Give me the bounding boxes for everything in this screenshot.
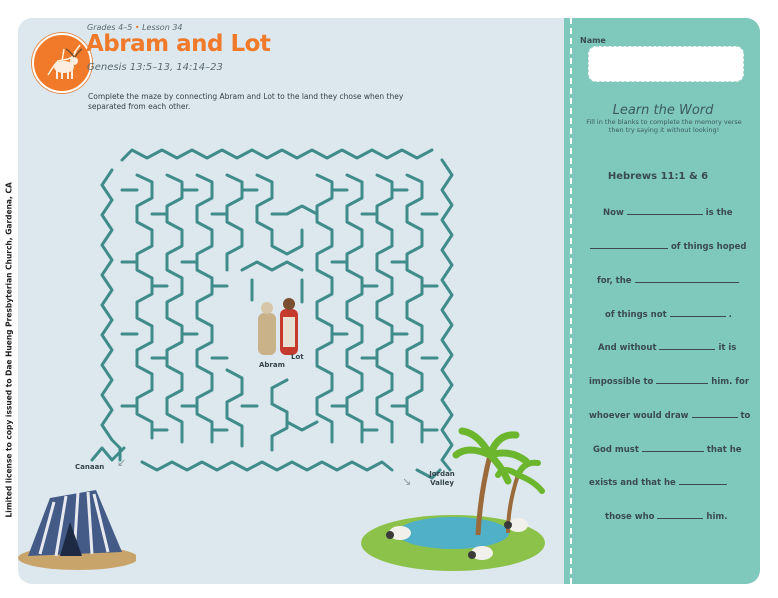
- verse-text: .: [728, 310, 732, 320]
- verse-line: [605, 510, 727, 522]
- verse-line: [593, 443, 742, 455]
- lesson-badge: [32, 33, 92, 93]
- verse-text: to: [740, 411, 751, 421]
- verse-text: him.: [706, 512, 728, 522]
- name-label: Name: [580, 36, 606, 45]
- learn-the-word-heading: Learn the Word: [612, 103, 714, 118]
- jordan-arrow-icon: ↘: [402, 475, 412, 488]
- goat-icon: [34, 35, 90, 91]
- lesson-label: Lesson 34: [142, 23, 183, 32]
- verse-text: exists and that he: [589, 478, 676, 488]
- verse-text: that he: [706, 445, 742, 455]
- jordan-valley-label: Jordan Valley: [429, 470, 455, 487]
- verse-text: it is: [718, 343, 737, 353]
- verse-text: is the: [705, 208, 733, 218]
- verse-line: [603, 206, 733, 218]
- maze-instructions: Complete the maze by connecting Abram and Lot to the land they chose when they separated from each other.: [88, 92, 404, 111]
- verse-line: [589, 476, 727, 488]
- license-credit: Limited license to copy issued to Dae Hueng Presbyterian Church, Gardena, CA: [4, 182, 14, 518]
- verse-line: [597, 274, 739, 286]
- scripture-reference: Genesis 13:5–13, 14:14–23: [87, 62, 223, 73]
- verse-text: whoever would draw: [589, 411, 689, 421]
- canaan-tent-illustration: [18, 478, 136, 570]
- verse-line: [589, 409, 750, 421]
- meta-separator: •: [134, 23, 140, 32]
- verse-blank[interactable]: [679, 476, 727, 485]
- verse-blank[interactable]: [642, 443, 704, 452]
- verse-text: of things not: [605, 310, 667, 320]
- verse-text: him. for: [711, 377, 750, 387]
- jordan-valley-illustration: [358, 425, 548, 575]
- lot-label: Lot: [291, 353, 304, 361]
- learn-the-word-instructions: Fill in the blanks to complete the memory verse then try saying it without looking!: [586, 118, 742, 134]
- verse-text: for, the: [597, 276, 632, 286]
- verse-line: [590, 240, 746, 252]
- page-title: Abram and Lot: [86, 31, 271, 57]
- verse-text: impossible to: [589, 377, 654, 387]
- verse-line: [598, 341, 736, 353]
- verse-text: Now: [603, 208, 624, 218]
- verse-text: And without: [598, 343, 657, 353]
- name-field[interactable]: [588, 46, 744, 82]
- abram-label: Abram: [259, 361, 285, 369]
- verse-text: God must: [593, 445, 639, 455]
- abram-figure: [258, 313, 276, 355]
- verse-line: [589, 375, 749, 387]
- grade-label: Grades 4–5: [87, 23, 133, 32]
- verse-blank[interactable]: [656, 375, 708, 384]
- verse-blank[interactable]: [635, 274, 739, 283]
- verse-blank[interactable]: [590, 240, 668, 249]
- verse-blank[interactable]: [670, 308, 726, 317]
- verse-text: of things hoped: [670, 242, 747, 252]
- verse-blank[interactable]: [659, 341, 715, 350]
- verse-text: those who: [605, 512, 655, 522]
- canaan-arrow-icon: ↙: [117, 456, 127, 469]
- verse-blank[interactable]: [692, 409, 738, 418]
- verse-reference: Hebrews 11:1 & 6: [607, 171, 709, 182]
- verse-blank[interactable]: [657, 510, 703, 519]
- verse-line: [605, 308, 732, 320]
- canaan-label: Canaan: [75, 463, 105, 471]
- verse-blank[interactable]: [627, 206, 703, 215]
